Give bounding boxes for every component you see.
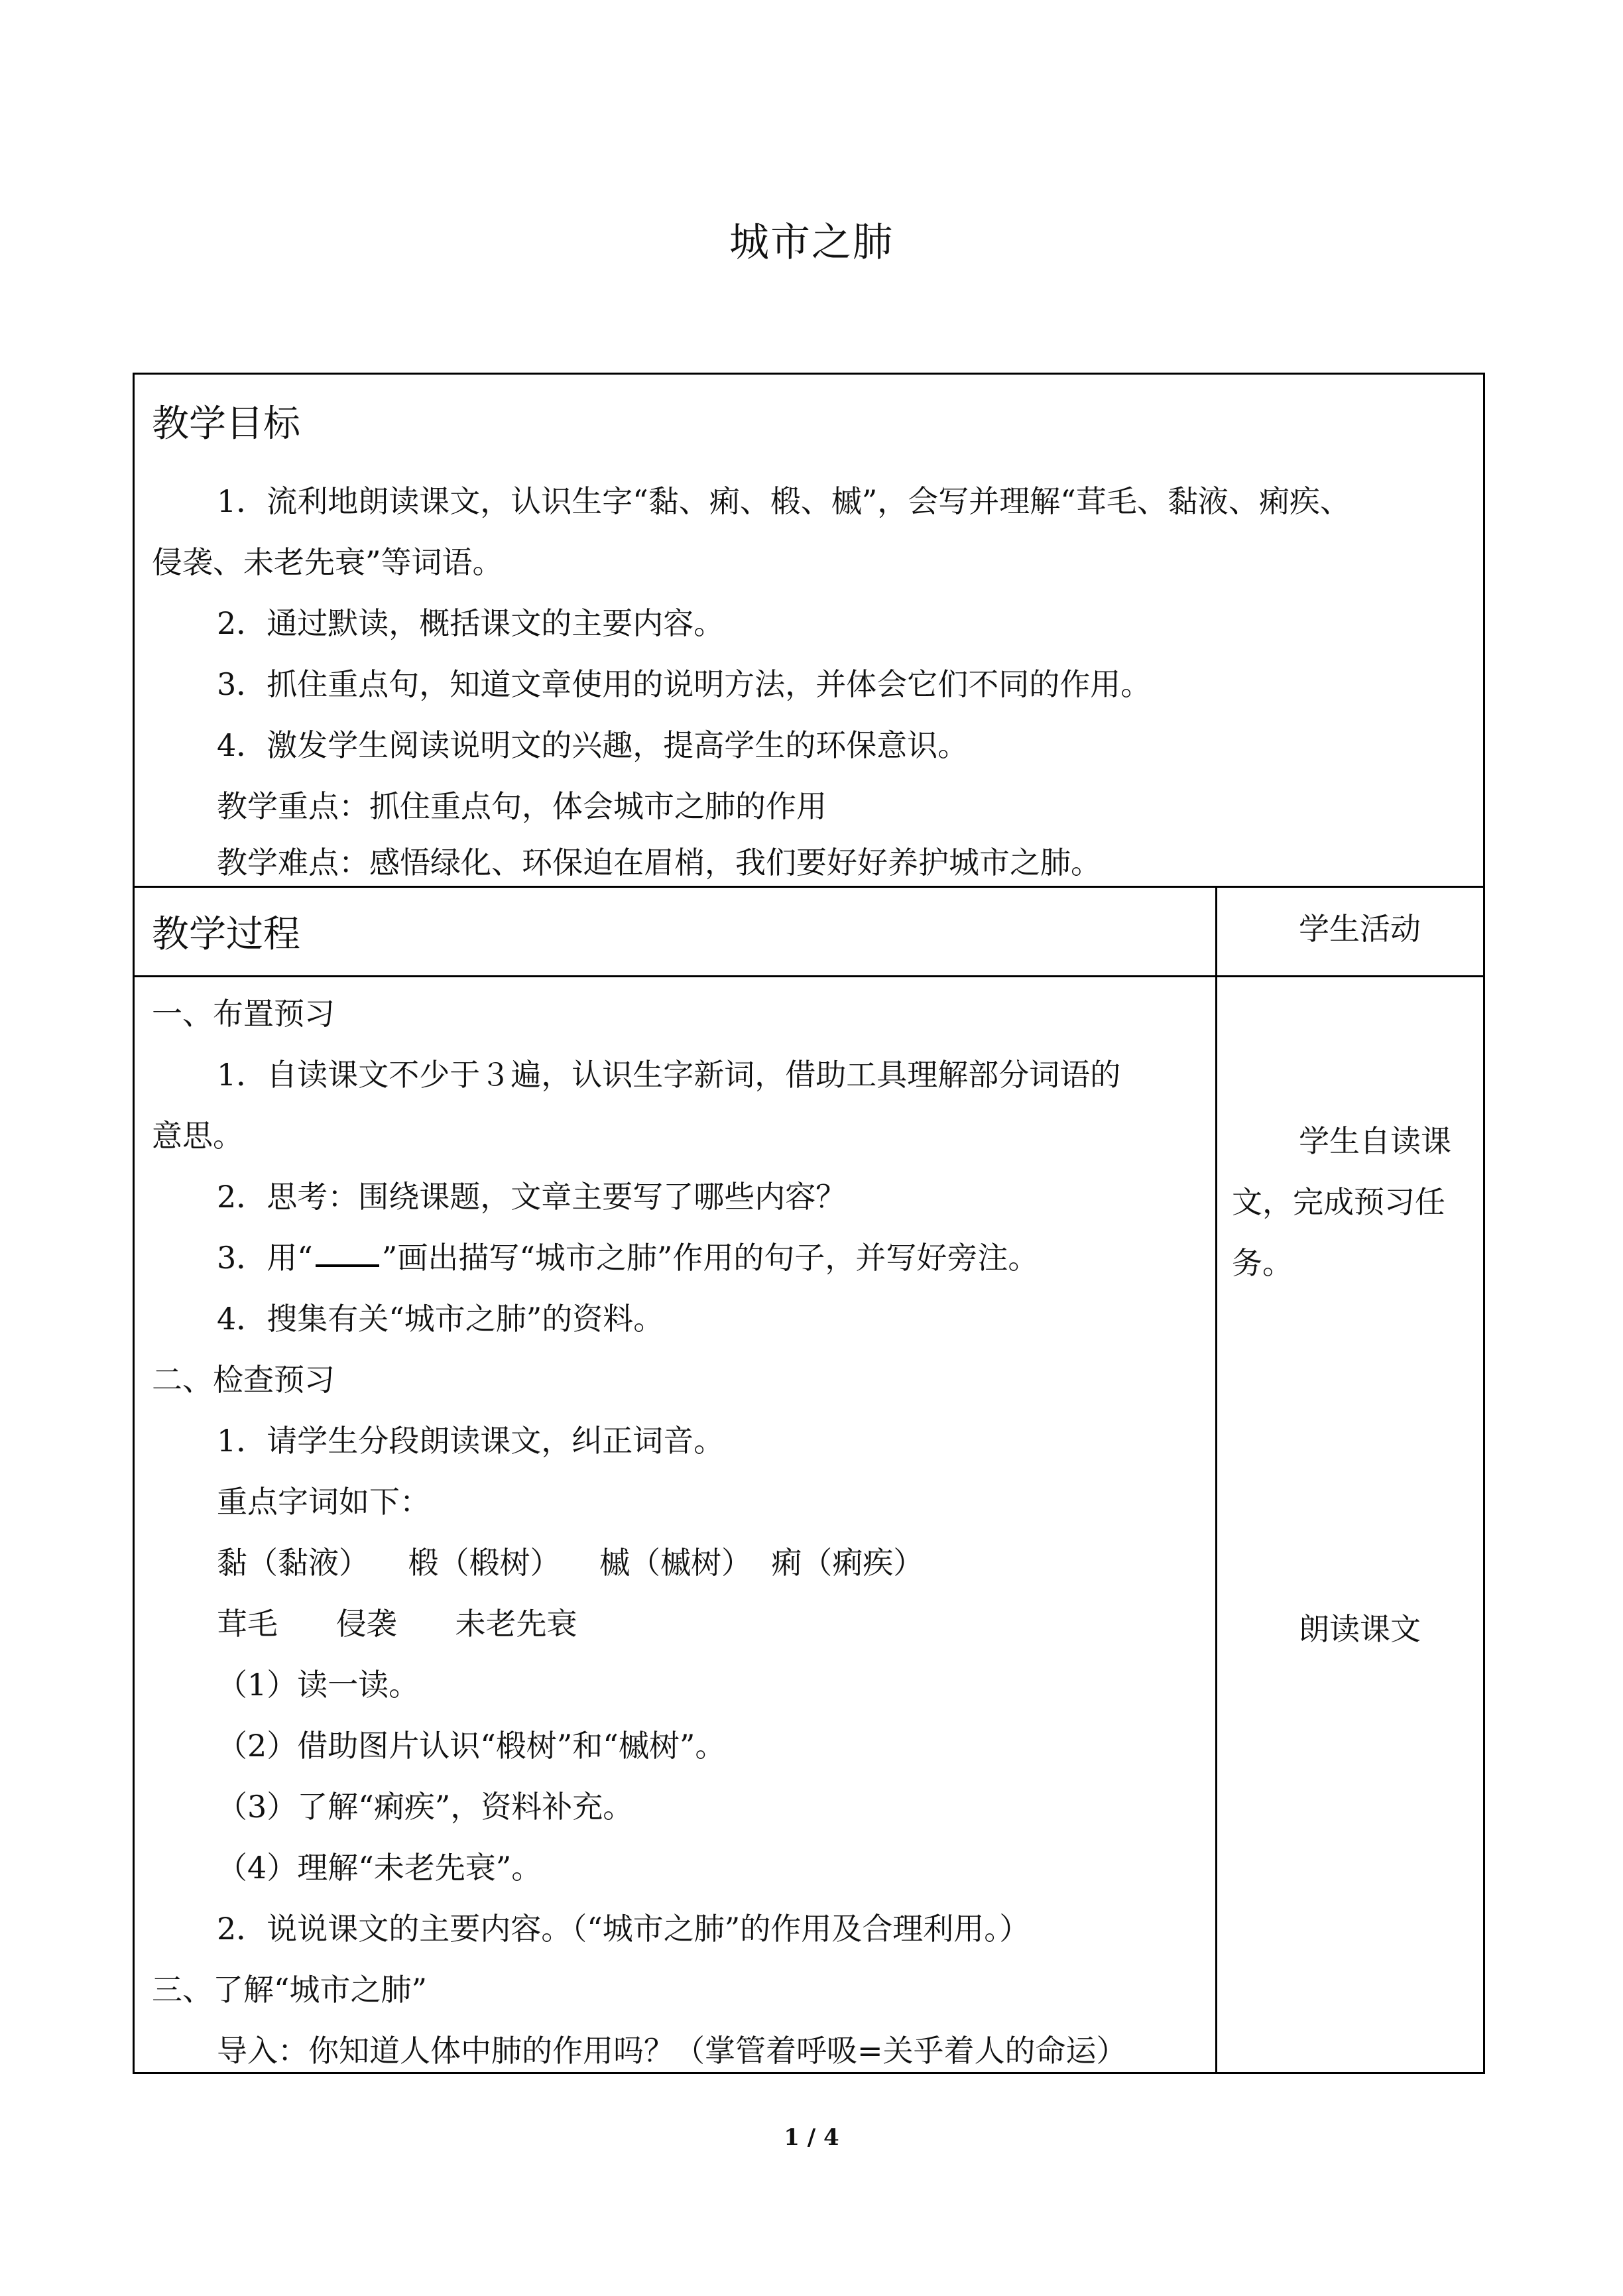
process-heading: 教学过程 — [152, 913, 300, 956]
page-number: 1 / 4 — [784, 2124, 839, 2151]
objective-line: 2．通过默读，概括课文的主要内容。 — [217, 605, 725, 641]
key-point-line: 教学重点：抓住重点句，体会城市之肺的作用 — [217, 788, 827, 824]
student-activity-line: 朗读课文 — [1299, 1611, 1421, 1647]
process-line: 导入：你知道人体中肺的作用吗？（掌管着呼吸=关乎着人的命运） — [217, 2033, 1127, 2069]
column-divider — [1215, 886, 1217, 2074]
process-line: 2．说说课文的主要内容。（“城市之肺”的作用及合理利用。） — [217, 1911, 1030, 1947]
objectives-heading: 教学目标 — [152, 402, 300, 446]
process-line: （2）借助图片认识“椴树”和“槭树”。 — [217, 1728, 726, 1764]
page-title: 城市之肺 — [729, 219, 894, 266]
process-line: 1．自读课文不少于３遍，认识生字新词，借助工具理解部分词语的 — [217, 1057, 1121, 1093]
process-line: （3）了解“痢疾”，资料补充。 — [217, 1789, 634, 1825]
student-activity-line: 文，完成预习任 — [1232, 1184, 1445, 1220]
process-line: 2．思考：围绕课题，文章主要写了哪些内容？ — [217, 1179, 847, 1215]
process-line-underline-task — [217, 1240, 1039, 1276]
student-activity-line: 学生自读课 — [1299, 1123, 1451, 1159]
process-line: 1．请学生分段朗读课文，纠正词音。 — [217, 1423, 725, 1459]
lesson-table — [133, 373, 1485, 2074]
objective-line: 4．激发学生阅读说明文的兴趣，提高学生的环保意识。 — [217, 727, 969, 763]
process-line: 4．搜集有关“城市之肺”的资料。 — [217, 1301, 664, 1337]
student-activity-heading: 学生活动 — [1299, 911, 1421, 947]
process-line-part: 3．用“ — [217, 1240, 313, 1276]
row-divider — [135, 886, 1483, 888]
vocab-line: 黏（黏液） 椴（椴树） 槭（槭树） 痢（痢疾） — [217, 1545, 924, 1581]
process-line: 一、布置预习 — [152, 996, 335, 1032]
row-divider — [135, 975, 1483, 977]
student-activity-line: 务。 — [1232, 1245, 1293, 1281]
process-line: （4）理解“未老先衰”。 — [217, 1850, 542, 1886]
underline-mark — [316, 1264, 379, 1267]
objective-line: 侵袭、未老先衰”等词语。 — [152, 544, 503, 580]
objective-line: 3．抓住重点句，知道文章使用的说明方法，并体会它们不同的作用。 — [217, 666, 1152, 702]
process-line: 意思。 — [152, 1118, 243, 1154]
difficulty-line: 教学难点：感悟绿化、环保迫在眉梢，我们要好好养护城市之肺。 — [217, 845, 1101, 880]
objective-line: 1．流利地朗读课文，认识生字“黏、痢、椴、槭”，会写并理解“茸毛、黏液、痢疾、 — [217, 483, 1351, 519]
process-line: 三、了解“城市之肺” — [152, 1972, 428, 2008]
process-line: 二、检查预习 — [152, 1362, 335, 1398]
process-line-part: ”画出描写“城市之肺”作用的句子，并写好旁注。 — [381, 1240, 1039, 1276]
process-line: 重点字词如下： — [217, 1484, 430, 1520]
process-line: （1）读一读。 — [217, 1667, 420, 1703]
vocab-line: 茸毛 侵袭 未老先衰 — [217, 1606, 577, 1642]
